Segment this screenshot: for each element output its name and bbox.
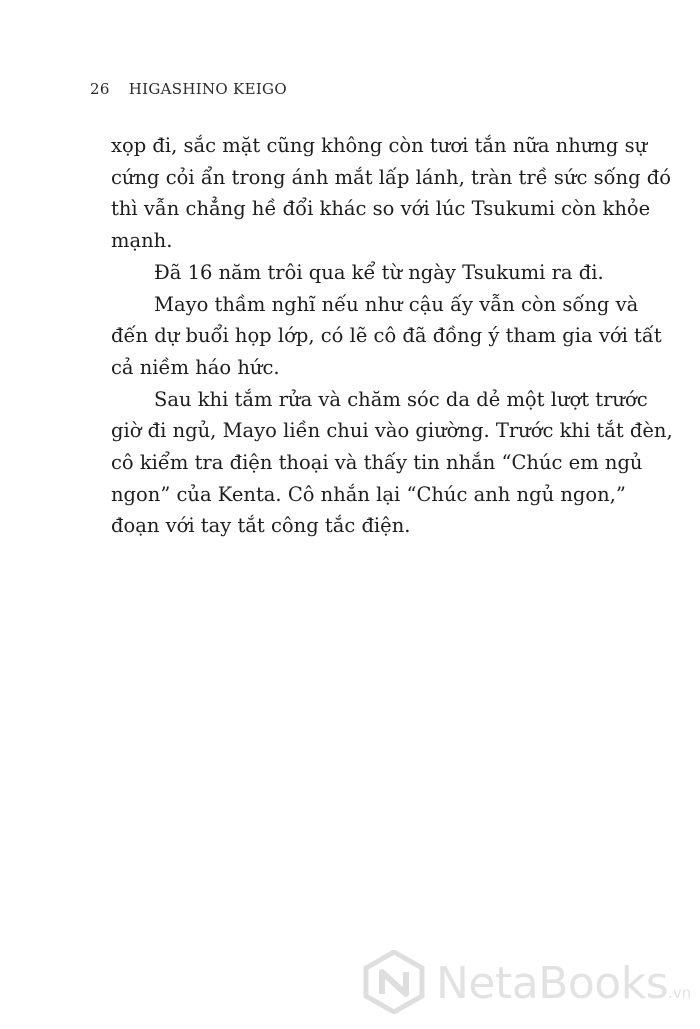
text-line: cô kiểm tra điện thoại và thấy tin nhắn “Chúc em ngủ (111, 451, 643, 475)
text-line: cứng cỏi ẩn trong ánh mắt lấp lánh, tràn trề sức sống đó (111, 165, 671, 189)
text-line: xọp đi, sắc mặt cũng không còn tươi tắn nữa nhưng sự (111, 134, 648, 157)
running-head (90, 80, 287, 98)
page-number: 26 (90, 80, 110, 98)
text-line: Sau khi tắm rửa và chăm sóc da dẻ một lượt trước (154, 387, 648, 411)
text-line: mạnh. (111, 229, 173, 253)
text-line: ngon” của Kenta. Cô nhắn lại “Chúc anh ngủ ngon,” (111, 482, 626, 506)
text-line: cả niềm háo hức. (111, 355, 280, 379)
text-line: đoạn với tay tắt công tắc điện. (111, 514, 411, 538)
text-line: thì vẫn chẳng hề đổi khác so với lúc Tsukumi còn khỏe (111, 197, 651, 221)
text-line: giờ đi ngủ, Mayo liền chui vào giường. Trước khi tắt đèn, (111, 419, 673, 443)
text-line: Mayo thầm nghĩ nếu như cậu ấy vẫn còn sống và (154, 292, 639, 316)
watermark (362, 950, 692, 1020)
text-line: đến dự buổi họp lớp, có lẽ cô đã đồng ý tham gia với tất (111, 324, 662, 348)
body-text (111, 130, 673, 542)
watermark-text (436, 958, 691, 1009)
neta-n-logo-icon (362, 950, 426, 1014)
watermark-tld: .vn (668, 984, 692, 1002)
author-name: HIGASHINO KEIGO (128, 80, 287, 98)
text-line: Đã 16 năm trôi qua kể từ ngày Tsukumi ra đi. (154, 260, 604, 284)
watermark-brand: NetaBooks (436, 958, 669, 1009)
